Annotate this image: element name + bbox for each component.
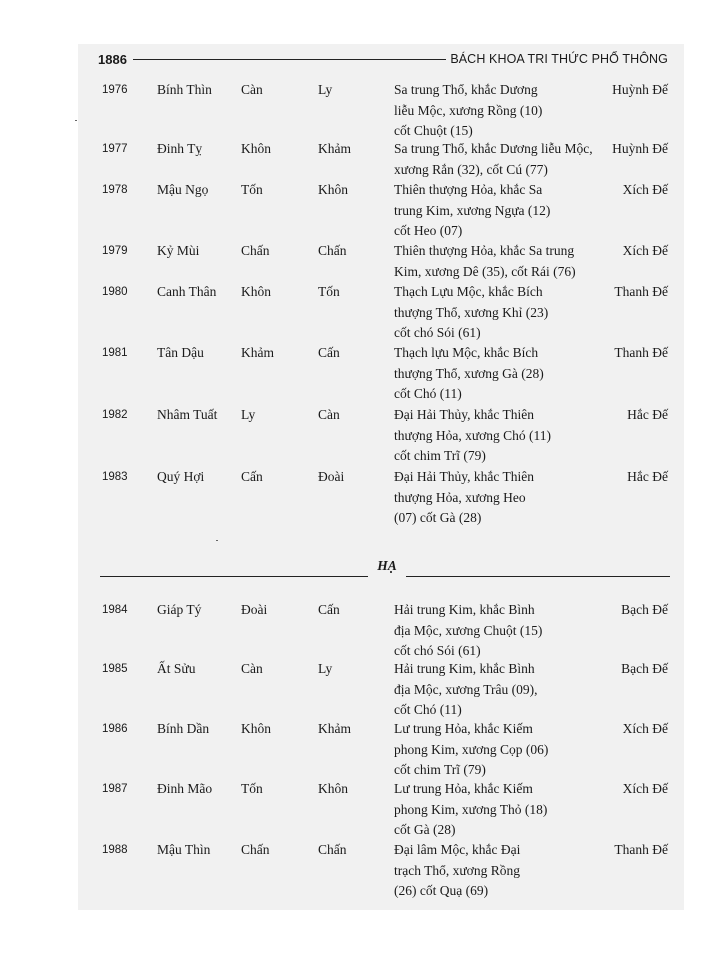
can-chi-cell: Ất Sửu xyxy=(157,661,196,676)
trigram-2-cell: Tốn xyxy=(318,284,340,299)
year-cell: 1978 xyxy=(102,184,128,196)
element-note-cell: Lư trung Hỏa, khắc Kiếm phong Kim, xương Cọp (06) cốt chim Trĩ (79) xyxy=(394,721,549,777)
element-note-cell: Thạch Lựu Mộc, khắc Bích thượng Thổ, xương Khỉ (23) cốt chó Sói (61) xyxy=(394,284,549,340)
can-chi-cell: Mậu Thìn xyxy=(157,842,211,857)
trigram-1-cell: Khảm xyxy=(241,345,274,360)
page-number: 1886 xyxy=(98,51,127,67)
element-note-cell: Hải trung Kim, khắc Bình địa Mộc, xương Chuột (15) cốt chó Sói (61) xyxy=(394,602,543,658)
element-note-cell: Hải trung Kim, khắc Bình địa Mộc, xương Trâu (09), cốt Chó (11) xyxy=(394,661,538,717)
trigram-2-cell: Khảm xyxy=(318,141,351,156)
element-note-cell: Thiên thượng Hỏa, khắc Sa trung Kim, xương Dê (35), cốt Rái (76) xyxy=(394,243,576,279)
element-note-cell: Đại Hải Thủy, khắc Thiên thượng Hỏa, xương Chó (11) cốt chim Trĩ (79) xyxy=(394,407,552,463)
year-cell: 1979 xyxy=(102,245,128,257)
trigram-2-cell: Chấn xyxy=(318,842,347,857)
trigram-1-cell: Chấn xyxy=(241,243,270,258)
year-cell: 1986 xyxy=(102,723,128,735)
year-cell: 1982 xyxy=(102,409,128,421)
year-cell: 1981 xyxy=(102,347,128,359)
section-title: HẠ xyxy=(377,558,397,573)
element-note-cell: Đại lâm Mộc, khắc Đại trạch Thổ, xương Rồng (26) cốt Quạ (69) xyxy=(394,842,521,898)
year-cell: 1980 xyxy=(102,286,128,298)
element-note-cell: Lư trung Hỏa, khắc Kiếm phong Kim, xương Thỏ (18) cốt Gà (28) xyxy=(394,781,548,837)
emperor-cell: Xích Đế xyxy=(622,243,668,258)
can-chi-cell: Tân Dậu xyxy=(157,345,204,360)
trigram-2-cell: Cấn xyxy=(318,602,340,617)
emperor-cell: Bạch Đế xyxy=(621,602,668,617)
can-chi-cell: Bính Thìn xyxy=(157,82,212,97)
emperor-cell: Huỳnh Đế xyxy=(612,141,668,156)
can-chi-cell: Đinh Mão xyxy=(157,781,213,796)
trigram-1-cell: Càn xyxy=(241,661,263,676)
trigram-2-cell: Khôn xyxy=(318,781,348,796)
emperor-cell: Thanh Đế xyxy=(614,284,668,299)
trigram-2-cell: Chấn xyxy=(318,243,347,258)
trigram-2-cell: Khảm xyxy=(318,721,351,736)
emperor-cell: Hắc Đế xyxy=(627,469,668,484)
running-title: BÁCH KHOA TRI THỨC PHỔ THÔNG xyxy=(450,52,668,66)
trigram-1-cell: Cấn xyxy=(241,469,263,484)
trigram-1-cell: Khôn xyxy=(241,721,271,736)
trigram-1-cell: Càn xyxy=(241,82,263,97)
can-chi-cell: Đinh Tỵ xyxy=(157,141,203,156)
trigram-1-cell: Khôn xyxy=(241,141,271,156)
can-chi-cell: Quý Hợi xyxy=(157,469,205,484)
emperor-cell: Xích Đế xyxy=(622,182,668,197)
can-chi-cell: Giáp Tý xyxy=(157,602,202,617)
year-cell: 1988 xyxy=(102,844,128,856)
element-note-cell: Sa trung Thổ, khắc Dương liễu Mộc, xương Rắn (32), cốt Cú (77) xyxy=(394,141,593,177)
year-cell: 1987 xyxy=(102,783,128,795)
trigram-2-cell: Ly xyxy=(318,661,333,676)
scan-speck xyxy=(216,540,218,541)
year-cell: 1976 xyxy=(102,84,128,96)
year-cell: 1985 xyxy=(102,663,128,675)
trigram-1-cell: Tốn xyxy=(241,781,263,796)
can-chi-cell: Kỷ Mùi xyxy=(157,243,200,258)
emperor-cell: Hắc Đế xyxy=(627,407,668,422)
can-chi-cell: Nhâm Tuất xyxy=(157,407,218,422)
trigram-1-cell: Đoài xyxy=(241,602,268,617)
element-note-cell: Sa trung Thổ, khắc Dương liễu Mộc, xương Rồng (10) cốt Chuột (15) xyxy=(394,82,543,138)
trigram-2-cell: Cấn xyxy=(318,345,340,360)
trigram-2-cell: Khôn xyxy=(318,182,348,197)
can-chi-cell: Canh Thân xyxy=(157,284,217,299)
can-chi-cell: Bính Dần xyxy=(157,721,210,736)
can-chi-cell: Mậu Ngọ xyxy=(157,182,209,197)
year-cell: 1983 xyxy=(102,471,128,483)
year-cell: 1984 xyxy=(102,604,128,616)
emperor-cell: Thanh Đế xyxy=(614,842,668,857)
scan-speck xyxy=(75,120,77,121)
trigram-2-cell: Càn xyxy=(318,407,340,422)
section-rule-left xyxy=(100,576,368,577)
trigram-1-cell: Chấn xyxy=(241,842,270,857)
trigram-2-cell: Đoài xyxy=(318,469,345,484)
emperor-cell: Thanh Đế xyxy=(614,345,668,360)
element-note-cell: Thiên thượng Hỏa, khắc Sa trung Kim, xương Ngựa (12) cốt Heo (07) xyxy=(394,182,551,238)
element-note-cell: Thạch lựu Mộc, khắc Bích thượng Thổ, xương Gà (28) cốt Chó (11) xyxy=(394,345,544,401)
section-rule-right xyxy=(406,576,670,577)
emperor-cell: Xích Đế xyxy=(622,781,668,796)
element-note-cell: Đại Hải Thủy, khắc Thiên thượng Hỏa, xương Heo (07) cốt Gà (28) xyxy=(394,469,534,525)
trigram-2-cell: Ly xyxy=(318,82,333,97)
trigram-1-cell: Ly xyxy=(241,407,256,422)
trigram-1-cell: Khôn xyxy=(241,284,271,299)
emperor-cell: Huỳnh Đế xyxy=(612,82,668,97)
emperor-cell: Xích Đế xyxy=(622,721,668,736)
trigram-1-cell: Tốn xyxy=(241,182,263,197)
emperor-cell: Bạch Đế xyxy=(621,661,668,676)
year-cell: 1977 xyxy=(102,143,128,155)
